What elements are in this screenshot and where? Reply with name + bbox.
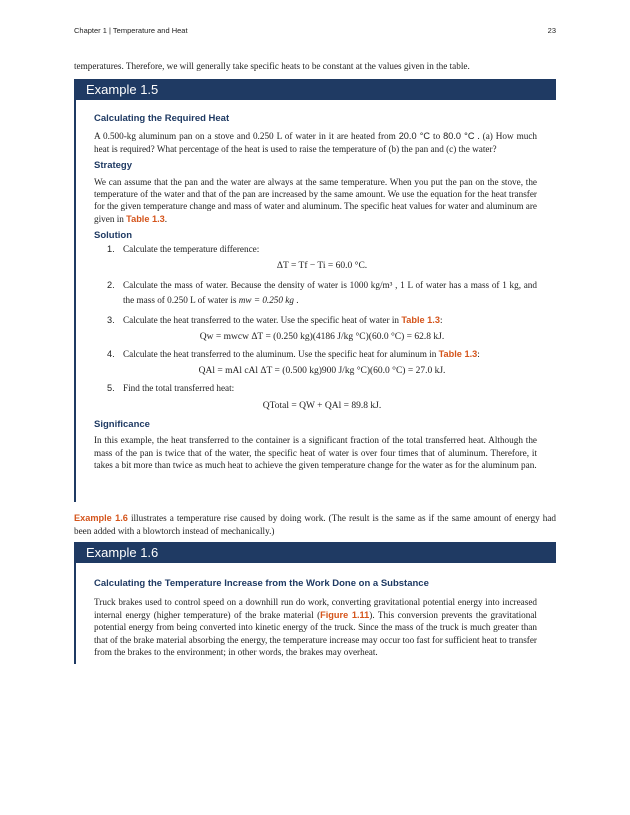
- step-text-end: :: [477, 349, 480, 360]
- problem-text-to: to: [430, 131, 444, 142]
- density-of-water: 1000 kg/m³: [349, 280, 393, 291]
- step-number: 5.: [107, 383, 115, 394]
- step-text: Find the total transferred heat:: [123, 383, 235, 394]
- solution-steps: [94, 243, 537, 412]
- equation-heat-aluminum: QAl = mAl cAl ΔT = (0.500 kg)900 J/kg °C)(60.0 °C) = 27.0 kJ.: [198, 365, 446, 376]
- equation-temperature-difference: ΔT = Tf − Ti = 60.0 °C.: [276, 261, 368, 272]
- page-number: 23: [547, 26, 556, 35]
- example-1-6-label: Example 1.6: [86, 545, 159, 560]
- example-1-6-body: [94, 596, 537, 658]
- equation-heat-water: Qw = mwcw ΔT = (0.250 kg)(4186 J/kg °C)(60.0 °C) = 62.8 kJ.: [199, 331, 445, 342]
- solution-step-4: [107, 348, 537, 360]
- example-1-5-problem: [94, 130, 537, 155]
- intro-paragraph: temperatures. Therefore, we will generally take specific heats to be constant at the values given in the table.: [74, 61, 470, 71]
- strategy-table-link[interactable]: Table 1.3: [126, 213, 165, 224]
- example-1-6-link[interactable]: Example 1.6: [74, 513, 128, 523]
- problem-text-a: A 0.500-kg aluminum pan on a stove and 0.250 L of water in it are heated from: [94, 131, 399, 142]
- example-1-6-content: [94, 578, 537, 658]
- step-text: Calculate the heat transferred to the water. Use the specific heat of water in: [123, 315, 402, 326]
- step-text-c: .: [293, 295, 299, 306]
- problem-temp-initial: 20.0 °C: [398, 131, 431, 142]
- example-1-5-label: Example 1.5: [86, 82, 159, 97]
- step-number: 2.: [107, 280, 115, 291]
- mass-of-water: mw = 0.250 kg: [238, 295, 294, 306]
- body-text-a: Truck brakes used to control speed on a downhill run do work, converting gravitational potential energy into increased internal energy (higher temperature) of the brake material (: [94, 597, 537, 620]
- example-1-5-title: Calculating the Required Heat: [94, 113, 230, 124]
- step-3-table-link[interactable]: Table 1.3: [401, 315, 440, 326]
- example-1-5-content: [94, 113, 537, 472]
- step-4-table-link[interactable]: Table 1.3: [438, 349, 478, 360]
- strategy-heading: Strategy: [94, 160, 133, 172]
- example-1-6-title: Calculating the Temperature Increase from the Work Done on a Substance: [94, 578, 429, 589]
- example-1-6-intro-paragraph: [74, 512, 556, 537]
- step-number: 1.: [107, 243, 115, 254]
- solution-step-3: [107, 314, 537, 326]
- problem-temp-final: 80.0 °C: [443, 131, 475, 142]
- equation-total-heat: QTotal = QW + QAl = 89.8 kJ.: [262, 400, 382, 411]
- step-number: 3.: [107, 315, 115, 326]
- step-text-a: Calculate the mass of water. Because the density of water is: [123, 280, 350, 291]
- figure-link[interactable]: Figure 1.11: [320, 609, 370, 620]
- solution-heading: Solution: [94, 230, 132, 242]
- step-number: 4.: [107, 349, 115, 360]
- solution-step-5: [107, 382, 537, 394]
- solution-step-2: [107, 278, 537, 308]
- step-text: Calculate the temperature difference:: [123, 243, 260, 254]
- example-1-6-intro-text: illustrates a temperature rise caused by doing work. (The result is the same as if the same amount of energy had been added with a blowtorch instead of mechanically.): [74, 513, 556, 536]
- example-1-6-sidebar-rule: [74, 563, 76, 664]
- step-text-end: :: [439, 315, 443, 326]
- example-1-5-banner: [74, 79, 556, 100]
- strategy-text: We can assume that the pan and the water are always at the same temperature. When you put the pan on the stove, the temperature of the water and that of the pan are increased by the same amount. We use the equation for the heat transfer for the given temperature change and mass of water and aluminum. The specific heat values for water and aluminum are given in: [94, 176, 537, 224]
- body-text-b: ). This conversion prevents the gravitational potential energy from being converted into kinetic energy of the truck. Since the mass of the truck is much greater than that of the brake material absorbing the energy, the temperature increase may occur too fast for sufficient heat to transfer from the brakes to the environment; in other words, the brakes may overheat.: [94, 609, 537, 658]
- running-header-chapter: Chapter 1 | Temperature and Heat: [74, 26, 188, 35]
- problem-text-b: . (a) How much heat is required? What percentage of the heat is used to raise the temperature of (b) the pan and (c) the water?: [94, 131, 537, 154]
- strategy-paragraph: [94, 176, 537, 226]
- strategy-text-end: .: [164, 213, 168, 224]
- significance-heading: Significance: [94, 418, 150, 430]
- step-text-b: , 1 L of water has a mass of 1 kg, and the mass of 0.250 L of water is: [123, 280, 537, 306]
- significance-paragraph: In this example, the heat transferred to the container is a significant fraction of the total transferred heat. Although the mass of the pan is twice that of the water, the specific heat of water is over four times that of aluminum. Therefore, it takes a bit more than twice as much heat to achieve the given temperature change for the water as for the aluminum pan.: [94, 435, 537, 471]
- example-1-6-banner: [74, 542, 556, 563]
- step-text: Calculate the heat transferred to the aluminum. Use the specific heat for aluminum in: [123, 349, 439, 360]
- example-1-5-sidebar-rule: [74, 100, 76, 502]
- solution-step-1: [107, 243, 537, 255]
